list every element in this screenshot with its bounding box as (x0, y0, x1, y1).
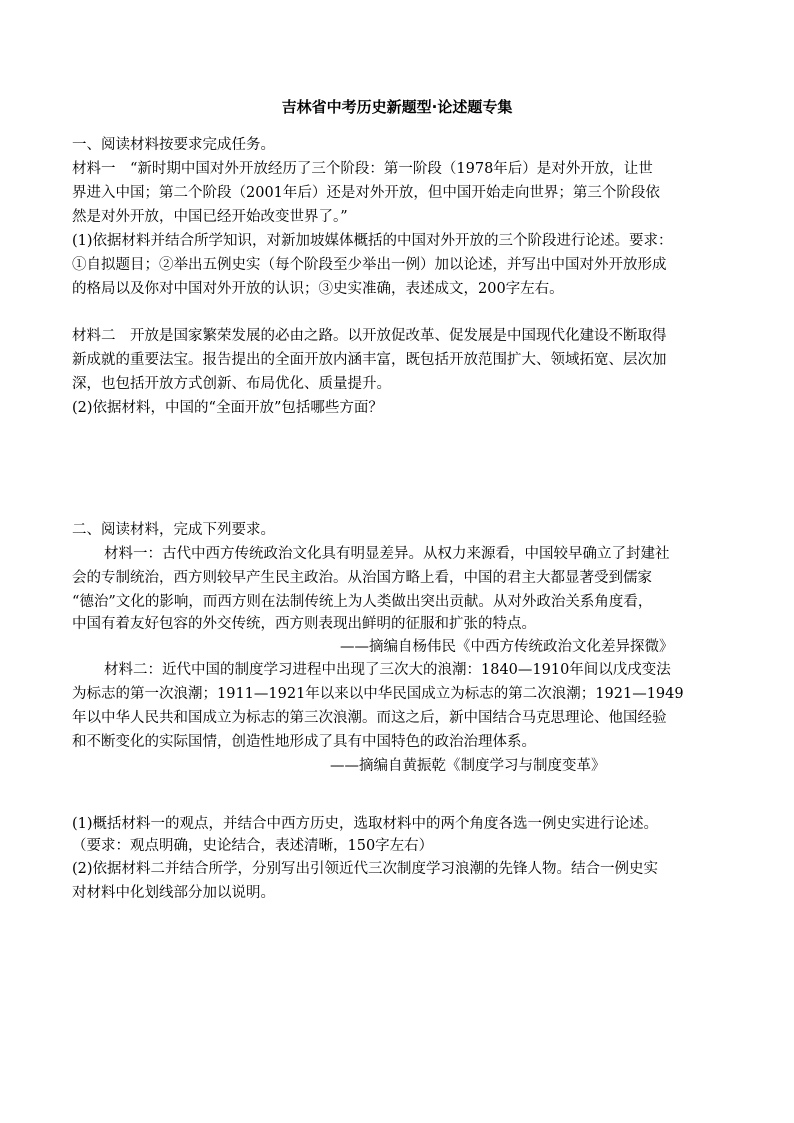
section2-material1-line: 中国有着友好包容的外交传统，西方则表现出鲜明的征服和扩张的特点。 (72, 616, 536, 632)
document-title: 吉林省中考历史新题型·论述题专集 (281, 98, 513, 116)
section2-question2-line: 对材料中化划线部分加以说明。 (72, 885, 275, 901)
section1-material1-line: 材料一 “新时期中国对外开放经历了三个阶段：第一阶段（1978年后）是对外开放，让世 (72, 161, 653, 177)
section1-question1-line: (1)依据材料并结合所学知识，对新加坡媒体概括的中国对外开放的三个阶段进行论述。要求： (72, 233, 673, 249)
section2-question2-line: (2)依据材料二并结合所学，分别写出引领近代三次制度学习浪潮的先锋人物。结合一例史实 (72, 861, 659, 877)
section2-question1-line: (1)概括材料一的观点，并结合中西方历史，选取材料中的两个角度各选一例史实进行论述。 (72, 816, 659, 832)
section2-material2-line: 和不断变化的实际国情，创造性地形成了具有中国特色的政治治理体系。 (72, 734, 536, 750)
section1-question2: (2)依据材料，中国的“全面开放”包括哪些方面？ (72, 400, 383, 416)
section2-material2-line: 为标志的第一次浪潮；1911—1921年以来以中华民国成立为标志的第二次浪潮；1921—1949 (72, 686, 684, 702)
section1-material1-line: 然是对外开放，中国已经开始改变世界了。” (72, 209, 348, 225)
section1-question1-line: ①自拟题目；②举出五例史实（每个阶段至少举出一例）加以论述，并写出中国对外开放形成 (72, 257, 667, 273)
section2-material1-line: 会的专制统治，西方则较早产生民主政治。从治国方略上看，中国的君主大都显著受到儒家 (72, 570, 652, 586)
section2-heading: 二、阅读材料，完成下列要求。 (72, 522, 275, 538)
section1-material2-line: 材料二 开放是国家繁荣发展的必由之路。以开放促改革、促发展是中国现代化建设不断取得 (72, 328, 667, 344)
section2-question1-line: （要求：观点明确，史论结合，表述清晰，150字左右） (72, 838, 434, 854)
section2-material1-line: “德治”文化的影响，而西方则在法制传统上为人类做出突出贡献。从对外政治关系角度看， (72, 594, 653, 610)
section2-source1: ——摘编自杨伟民《中西方传统政治文化差异探微》 (340, 639, 674, 655)
section1-material2-line: 深，也包括开放方式创新、布局优化、质量提升。 (72, 376, 391, 392)
section2-material2-line: 材料二：近代中国的制度学习进程中出现了三次大的浪潮：1840—1910年间以戊戌变法 (104, 662, 671, 678)
section2-material1-line: 材料一：古代中西方传统政治文化具有明显差异。从权力来源看，中国较早确立了封建社 (104, 546, 670, 562)
section1-material1-line: 界进入中国；第二个阶段（2001年后）还是对外开放，但中国开始走向世界；第三个阶段依 (72, 185, 660, 201)
section2-source2: ——摘编自黄振乾《制度学习与制度变革》 (330, 758, 606, 774)
section2-material2-line: 年以中华人民共和国成立为标志的第三次浪潮。而这之后，新中国结合马克思理论、他国经验 (72, 710, 667, 726)
section1-question1-line: 的格局以及你对中国对外开放的认识；③史实准确，表述成文，200字左右。 (72, 281, 564, 297)
section1-material2-line: 新成就的重要法宝。报告提出的全面开放内涵丰富，既包括开放范围扩大、领域拓宽、层次加 (72, 352, 667, 368)
section1-heading: 一、阅读材料按要求完成任务。 (72, 137, 275, 153)
